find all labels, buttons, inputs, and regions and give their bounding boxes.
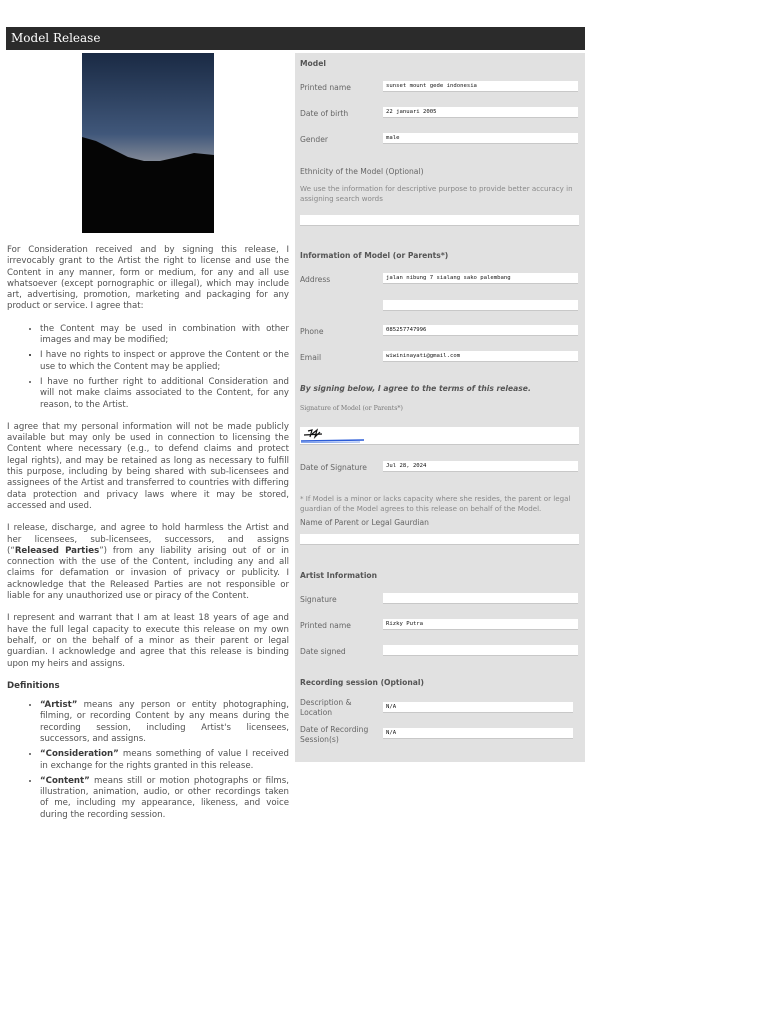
email-field[interactable]: wiwininayati@gmail.com: [383, 351, 578, 362]
phone-label: Phone: [300, 327, 324, 336]
sunset-image: [82, 53, 214, 233]
definition-term: “Consideration”: [40, 749, 119, 760]
recording-section-title: Recording session (Optional): [300, 678, 424, 687]
email-label: Email: [300, 353, 322, 362]
definition-term: “Content”: [40, 775, 90, 786]
list-item: [40, 749, 289, 772]
list-item: ▪ I have no rights to inspect or approve the Content or the use to which the Content may be applied;: [40, 350, 289, 373]
release-paragraph-2: I agree that my personal information will not be made publicly available but may only be used in connection to licensing the Content where necessary (e.g., to defend claims and protect legal rights), and may be retained as long as necessary to fulfill this purpose, including by being shared with sub-licensees and assignees of the Artist and transferred to countries with differing data protection and privacy laws where it may be stored, accessed and used.: [7, 421, 289, 511]
text-span: I release, discharge, and agree to hold harmless the Artist and her licensees, sub-licensees, successors, and assigns (“: [7, 523, 289, 556]
dob-label: Date of birth: [300, 109, 349, 118]
date-signature-label: Date of Signature: [300, 463, 367, 472]
recording-date-field[interactable]: N/A: [383, 728, 573, 739]
signature-label: Signature of Model (or Parents*): [300, 405, 403, 412]
description-location-label: Description & Location: [300, 698, 352, 717]
model-photo: [82, 53, 214, 233]
list-item: [40, 700, 289, 745]
ethnicity-label: Ethnicity of the Model (Optional): [300, 167, 424, 176]
ethnicity-field[interactable]: [300, 215, 579, 226]
dob-field[interactable]: 22 januari 2005: [383, 107, 578, 118]
minor-note: * If Model is a minor or lacks capacity where she resides, the parent or legal guardian of the Model agrees to this release on behalf of the Model.: [300, 494, 571, 513]
definitions-list: [7, 700, 289, 821]
address-field[interactable]: jalan nibung 7 sialang sako palembang: [383, 273, 578, 284]
gender-label: Gender: [300, 135, 328, 144]
release-paragraph-3: [7, 523, 289, 602]
release-paragraph-4: I represent and warrant that I am at least 18 years of age and have the full legal capacity to execute this release on my own behalf, or on the behalf of a minor as their parent or legal guardian. I acknowledge and agree that this release is binding upon my heirs and assigns.: [7, 613, 289, 669]
ethnicity-hint: We use the information for descriptive purpose to provide better accuracy in assigning search words: [300, 184, 573, 203]
text-span: ”) from any liability arising out of or in connection with the use of the Content, including any and all claims for defamation or invasion of privacy or publicity. I acknowledge that the Released Parties are not responsible or liable for any unauthorized use or piracy of the Content.: [7, 545, 289, 602]
parent-name-label: Name of Parent or Legal Gaurdian: [300, 518, 429, 527]
agreement-statement: By signing below, I agree to the terms of this release.: [300, 384, 531, 393]
model-signature-field[interactable]: [300, 427, 579, 445]
date-signed-label: Date signed: [300, 647, 346, 656]
definition-text: means something of value I received in exchange for the rights granted in this release.: [40, 749, 289, 771]
description-location-field[interactable]: N/A: [383, 702, 573, 713]
phone-field[interactable]: 085257747996: [383, 325, 578, 336]
date-signed-field[interactable]: [383, 645, 578, 656]
artist-printed-name-field[interactable]: Rizky Putra: [383, 619, 578, 630]
definition-text: means any person or entity photographing, filming, or recording Content by any means during the recording session, including Artist's licensees, successors, and assigns.: [40, 700, 289, 744]
artist-signature-field[interactable]: [383, 593, 578, 604]
artist-signature-label: Signature: [300, 595, 337, 604]
list-item: [40, 776, 289, 821]
list-item: • I have no further right to additional Consideration and will not make claims associated to the Content, for any reason, to the Artist.: [40, 377, 289, 411]
address-label: Address: [300, 275, 331, 284]
page-title: Model Release: [6, 27, 585, 50]
definitions-title: Definitions: [7, 680, 60, 691]
address-line2-field[interactable]: [383, 300, 578, 311]
info-section-title: Information of Model (or Parents*): [300, 251, 449, 260]
artist-printed-name-label: Printed name: [300, 621, 351, 630]
definition-text: means still or motion photographs or films, illustration, animation, audio, or other recordings taken of me, including my appearance, likeness, and voice during the recording session.: [40, 775, 289, 820]
release-text: [7, 245, 289, 832]
list-item: • the Content may be used in combination with other images and may be modified;: [40, 324, 289, 347]
parent-name-field[interactable]: [300, 534, 579, 545]
release-paragraph-1: For Consideration received and by signing this release, I irrevocably grant to the Artist the right to license and use the Content in any manner, form or medium, for any and all use whatsoever (except pornographic or illegal), which may include art, advertising, promotion, marketing and packaging for any product or service. I agree that:: [7, 245, 289, 312]
definition-term: “Artist”: [40, 700, 78, 711]
model-section-title: Model: [300, 59, 326, 68]
printed-name-field[interactable]: sunset mount gede indonesia: [383, 81, 578, 92]
recording-date-label: Date of Recording Session(s): [300, 725, 369, 744]
date-signature-field[interactable]: Jul 28, 2024: [383, 461, 578, 472]
agreement-list: [7, 324, 289, 411]
gender-field[interactable]: male: [383, 133, 578, 144]
released-parties-term: Released Parties: [14, 545, 100, 556]
release-form-panel: [295, 53, 585, 762]
signature-scribble: [300, 427, 370, 445]
artist-section-title: Artist Information: [300, 571, 378, 580]
printed-name-label: Printed name: [300, 83, 351, 92]
